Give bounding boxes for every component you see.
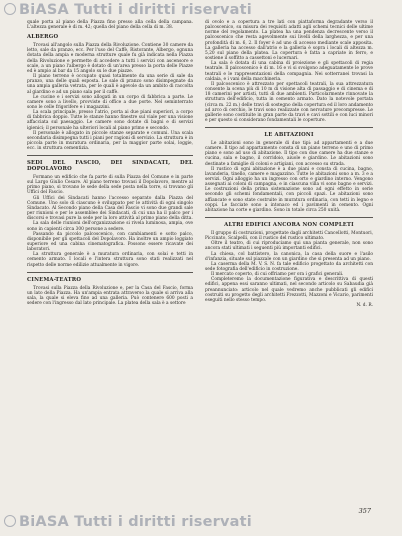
right-column	[205, 20, 373, 308]
section-divider	[205, 127, 373, 128]
paragraph: Oltre il teatro, di cui riproduciamo qui una pianta generale, non sono ancora stati ultimati i seguenti più importanti edifici.	[205, 241, 373, 252]
watermark-bottom	[4, 514, 252, 530]
section-heading-abitazioni: LE ABITAZIONI	[264, 132, 314, 139]
paragraph: Trovasi sulla Piazza della Rivoluzione e, per la Casa del Fascio, forma un lato della Piazza. Ha un'ampia entrata attraverso la quale si arriva alla sala, la quale si eleva fino ad una galleria. Può contenere 600 posti a sedere con l'ingresso dal lato principale. La platea della sala è a settore	[27, 285, 193, 307]
watermark-text: BiASA Tutti i diritti riservati	[19, 514, 252, 530]
section-divider	[27, 155, 193, 156]
paragraph: Il rustico di ogni abitazione è a due piani e consta di cucina, bagno, lavanderia, tinello, camere e magazzino. Tutte le abitazioni sono a m. 3 e a servizi. Ogni alloggio ha un ingresso con orto e giardino interno. Vengono assegnati ai coloni di campagna, e in ciascuna villa vi sono bagno e servizi. Le costruzioni della prima sistemazione sono ad ogni effetto in serie secondo gli schemi fondamentali, con piccoli spazi. Le abitazioni sono affiancate e sono state costruite in muratura ordinaria, con tetti in legno e coppi. Le facciate sono a intonaco ed i pavimenti in cemento. Ogni abitazione ha corte e giardino. Sono in totale circa 250 unità.	[205, 166, 373, 213]
paragraph: La sala delle riunioni dell'organizzazione si rivela luminosa, ampia, ove sono in capienti circa 300 persone a sedere.	[27, 221, 193, 232]
section-divider	[205, 217, 373, 218]
paragraph: Le cucine e i servizi sono allogati in un corpo di fabbrica a parte. Le camere sono a livello, provviste di office a due porte. Nel seminterrato sono le celle frigorifere e i magazzini.	[27, 94, 193, 110]
paragraph: quale porta al piano della Piazza fino presso alla cella della campana. L'altezza generale è di m. 42; quella del piano della cella di m. 38.	[27, 20, 193, 31]
section-divider	[27, 272, 193, 273]
paragraph: di ovolo e a copertura a tre lati con piattaforma degradante verso il palcoscenico, su misura dei requisiti adatti agli schemi tecnici delle ultime norme del regolamento. La platea ha una pendenza decrescente verso il palcoscenico che resta agevolmente sui livelli della larghezza, e per una profondità di m. 6, 2. Il foyer è ad uno di accesso mediante scale apposita. La galleria ha accesso dall'atrio e la galleria è sopra i locali di altezza m. 5,20 sul piano della platea. La copertura è fatta a capriate in ferro, e sostiene il soffitto a cassettoni e lucernari.	[205, 20, 373, 62]
section-heading-sedi: SEDI DEL FASCIO, DEI SINDACATI, DEL DOPOLAVORO	[27, 160, 193, 173]
paragraph: La caserma della M. V. S. N. fa tale edificio progettato da architetti con sede fotografia dell'edificio in costruzione.	[205, 261, 373, 272]
paragraph: Le abitazioni sono in generale di due tipi: ad appartamenti e a due camere. Il tipo ad appartamento consta di un piano terreno e uno di primo piano e sono ad uso di abitazione. Il tipo con due camere ha due stanze e cucina, sala e bagno, il corridoio, aiuole e giardino. Le abitazioni sono destinate a famiglie di coloni e artigiani, con accesso su strada.	[205, 140, 373, 167]
paragraph: Gli Uffici dei Sindacati hanno l'accesso separato dalla Piazza del Comune. Uno solo di ciascuno è sviluppato per le attività di ogni singolo Sindacato. Al Secondo piano della Casa del Fascio vi sono due grandi sale per riunioni e per le assemblee dei Sindacati, di cui una ha il palco per i discorsi e trovasi pure la sede per la loro attività al primo piano della ditta.	[27, 195, 193, 222]
paragraph: Il mercato coperto, di cui offriamo per ora i grafici generali.	[211, 272, 344, 278]
watermark-top	[4, 2, 252, 18]
paragraph: Formano un edificio che fa parte di sulla Piazza del Comune e in parte sul Largo Giulio Cesare. Al piano terreno trovasi il Dopolavoro, mentre al primo piano, si trovano le sede della sede posta nella torre, si trovano gli Uffici del Fascio.	[27, 174, 193, 196]
watermark-logo-icon	[4, 515, 16, 527]
paragraph: Il piano terreno è occupato quasi totalmente da una serie di sale da pranzo, una delle quali esposta. Le sale di pranzo sono disimpegnate da una ampia galleria vetrata, per le quali è agevole da un ambito di raccolta al giardino e ad un piano sala per il caffè.	[27, 74, 193, 95]
paragraph: La scala principale, presso l'atrio, porta ai due piani superiori, a corpo di fabbrica doppio. Tutte le stanze hanno finestre sul viale per una visione affacciata sul paesaggio. Le camere sono dotate di bagni e di servizi igienici; il personale ha ulteriori locali al piano primo e secondo.	[27, 110, 193, 131]
paragraph: Il palcoscenico è attrezzato per spettacoli teatrali, la sua attrezzatura consente la scena più di 10 m di visione alta di passaggio e di cinema e di 18 camerini per artisti, tutti di due ambienti. Particolarmente rinnovate la struttura dell'edificio, tutta in cemento armato. Dato la notevole portata (circa m. 22 m.) delle travi di sostegno della copertura ed il loro andamento ad arco di cerchio, le travi sono realizzate con nervature precompresse. Le gallerie sono costituite in gran parte da travi e cavi sottili e con luci minori e per questo si considerano fondamentali le coperture.	[205, 81, 373, 123]
paragraph: Il personale è allogato in piccole stanze separate e comuni. Una scala secondaria disimpegna tutti i piani per ragioni di servizio. La struttura è in piccola parte in muratura ordinaria, per la maggior parte solai, loggie, ecc. in struttura cementizia.	[27, 130, 193, 152]
section-heading-albergo: ALBERGO	[27, 34, 59, 41]
watermark-text: BiASA Tutti i diritti riservati	[19, 2, 252, 18]
editor-signature: N. d. R.	[356, 303, 373, 309]
page-number: 357	[358, 507, 371, 515]
section-heading-altri-edifici: ALTRI EDIFICI ANCORA NON COMPLETI	[224, 222, 354, 229]
paragraph: La struttura generale è a muratura ordinaria, con solai e tetti in cemento armato. I locali e l'intera struttura sono stati realizzati nel rispetto delle norme edilizie attualmente in vigore.	[27, 252, 193, 268]
left-column	[27, 20, 193, 306]
paragraph: La chiesa, col battistero, la canonica, la casa della suore e l'asilo d'infanzia, situate sul piazzale con un giardino che si presenta ad un piano.	[205, 251, 373, 262]
watermark-logo-icon	[4, 3, 16, 15]
paragraph: Il gruppo di costruzioni, progettate dagli architetti Cancellotti, Montuori, Piccinato, Scalpelli, con il rustico del rustico ultimato.	[205, 230, 373, 242]
section-heading-cinema: CINEMA-TEATRO	[27, 276, 82, 283]
paragraph: Passando da piccolo palcoscenico, con cambiamenti e sotto palco, disponibile per gli spettacoli del Dopolavoro. Ha inoltre un ampio loggiato superiore ed una cabina cinematografica. Possono essere ricavate dei laboratori.	[27, 231, 193, 253]
paragraph: Trovasi all'angolo sulla Piazza della Rivoluzione. Contiene 30 camere da letto, sale da pranzo, ecc. Per l'uso del Caffè, Ristorante, Albergo, ognuna dotata della ampia e moderna strutture quale fu già indicata nella Piazza della Rivoluzione e permette di accedere a tutti i servizi con ascensore e scale, a un piano l'albergo è dotato di un'area presso la porta delle Piazze ed è ampio al bar da 15 angolo su le due piazze.	[27, 43, 193, 74]
paragraph: La sala è dotata di una cabina di proiezione e gli spettacoli di regia teatrale. Il palcoscenico è di m. 16 e vi si svolgono adeguatamente le prove teatrali e le rappresentazioni della compagnia. Nei sotterranei trovasi la caldaia, e i vani della macchineria.	[205, 61, 373, 82]
paragraph: Completeremo la documentazione figurativa e descrittiva di questi edifici, appena essi saranno ultimati, nel secondo articolo su Sabaudia già preannunciato: articolo nel quale vedremo anche pubblicati gli edifici costruiti su progetto degli architetti Frezzotti, Mazzoni e Vicario, parimenti eseguiti nello stesso tempo.	[205, 277, 373, 303]
